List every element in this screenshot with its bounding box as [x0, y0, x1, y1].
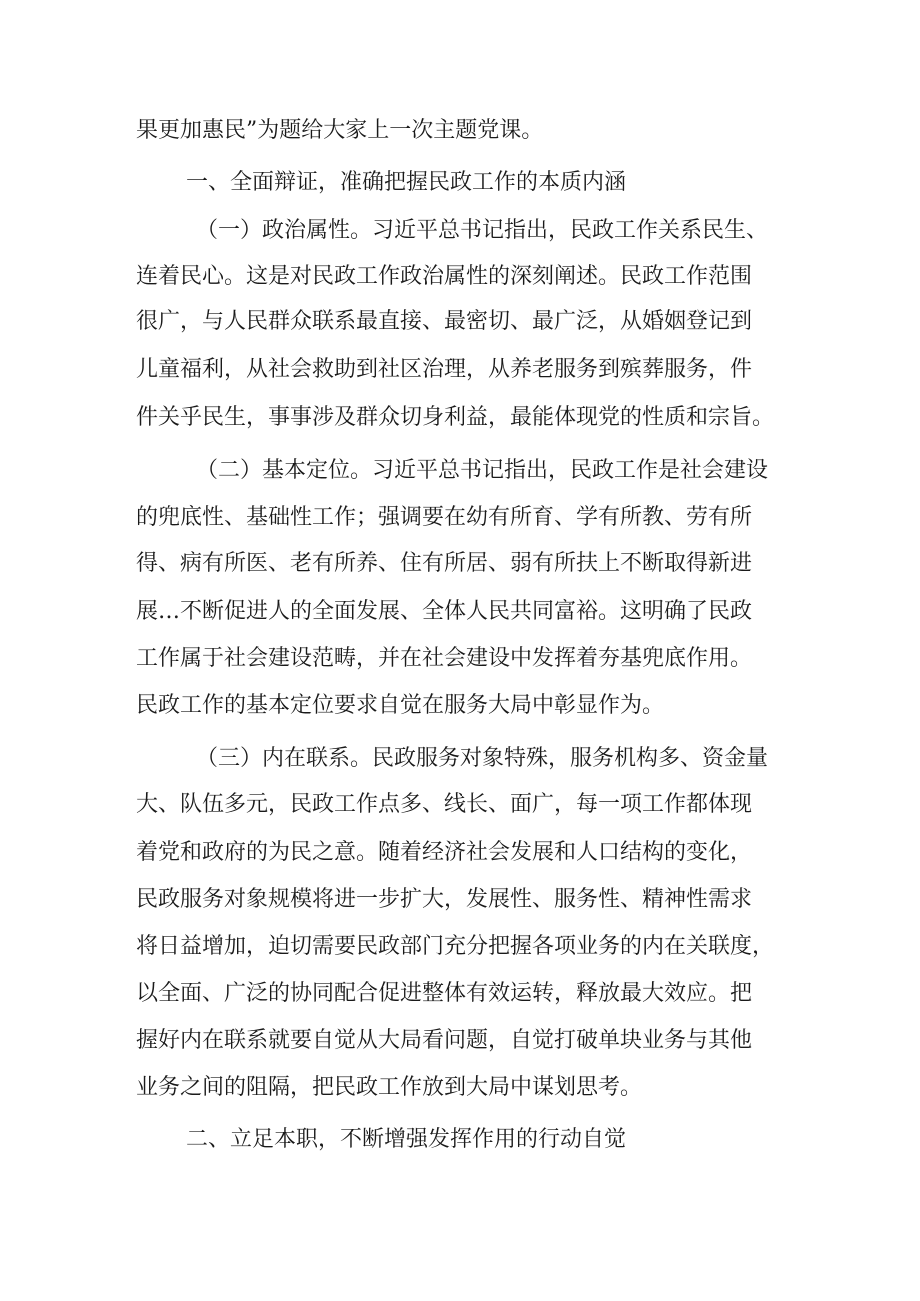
- subsection-3-line: 着党和政府的为民之意。随着经济社会发展和人口结构的变化，: [136, 840, 753, 865]
- subsection-2-line: 的兜底性、基础性工作；强调要在幼有所育、学有所教、劳有所: [136, 505, 753, 530]
- subsection-2-line: 工作属于社会建设范畴，并在社会建设中发挥着夯基兜底作用。: [136, 646, 753, 671]
- subsection-3-line: 大、队伍多元，民政工作点多、线长、面广，每一项工作都体现: [136, 792, 753, 817]
- subsection-2-line: 民政工作的基本定位要求自觉在服务大局中彰显作为。: [136, 693, 665, 718]
- subsection-3-line: 以全面、广泛的协同配合促进整体有效运转，释放最大效应。把: [136, 981, 753, 1006]
- section-1-heading: 一、全面辩证，准确把握民政工作的本质内涵: [186, 170, 627, 195]
- subsection-1-line: 连着民心。这是对民政工作政治属性的深刻阐述。民政工作范围: [136, 264, 753, 289]
- subsection-1-line: 儿童福利，从社会救助到社区治理，从养老服务到殡葬服务，件: [136, 357, 753, 382]
- subsection-1-line: 件关乎民生，事事涉及群众切身利益，最能体现党的性质和宗旨。: [136, 405, 775, 430]
- subsection-3-line: 业务之间的阻隔，把民政工作放到大局中谋划思考。: [136, 1075, 643, 1100]
- subsection-2-line: （二）基本定位。习近平总书记指出，民政工作是社会建设: [196, 458, 769, 483]
- subsection-3-line: 将日益增加，迫切需要民政部门充分把握各项业务的内在关联度，: [136, 934, 775, 959]
- subsection-1-line: （一）政治属性。习近平总书记指出，民政工作关系民生、: [196, 218, 769, 243]
- subsection-3-line: 民政服务对象规模将进一步扩大，发展性、服务性、精神性需求: [136, 887, 753, 912]
- subsection-3-line: 握好内在联系就要自觉从大局看问题，自觉打破单块业务与其他: [136, 1028, 753, 1053]
- section-2-heading: 二、立足本职，不断增强发挥作用的行动自觉: [186, 1127, 627, 1152]
- subsection-1-line: 很广，与人民群众联系最直接、最密切、最广泛，从婚姻登记到: [136, 309, 753, 334]
- opening-paragraph-fragment: 果更加惠民”为题给大家上一次主题党课。: [136, 118, 544, 143]
- subsection-2-line: 得、病有所医、老有所养、住有所居、弱有所扶上不断取得新进: [136, 551, 753, 576]
- subsection-2-line: 展…不断促进人的全面发展、全体人民共同富裕。这明确了民政: [136, 599, 753, 624]
- subsection-3-line: （三）内在联系。民政服务对象特殊，服务机构多、资金量: [196, 746, 769, 771]
